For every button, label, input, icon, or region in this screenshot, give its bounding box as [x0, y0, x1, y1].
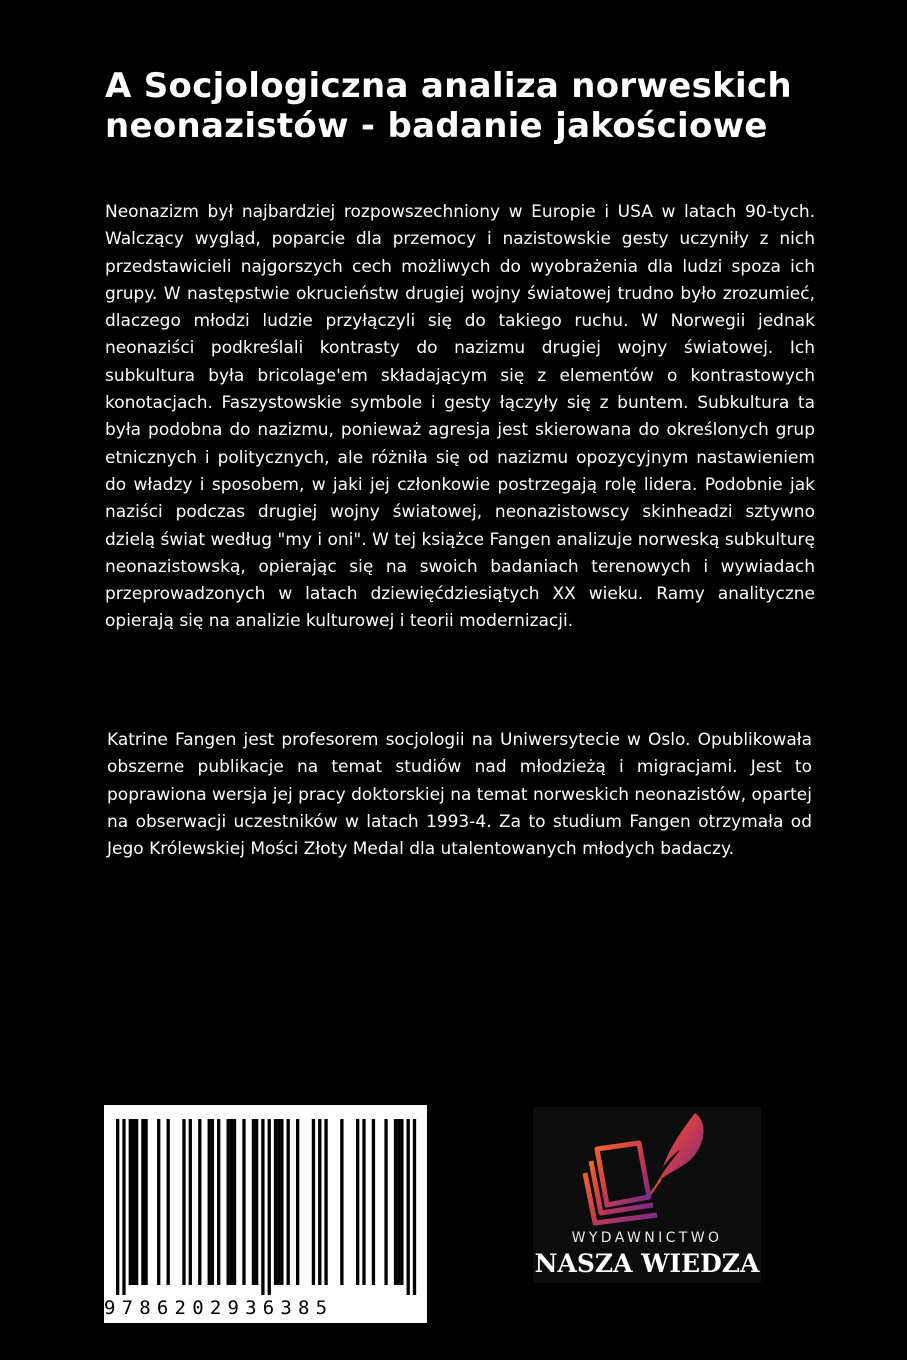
book-quill-icon [577, 1109, 717, 1227]
barcode-bar [208, 1119, 211, 1285]
book-title: A Socjologiczna analiza norweskich neonazistów - badanie jakościowe [105, 66, 792, 146]
barcode-bar [362, 1119, 365, 1285]
barcode-bar [129, 1119, 132, 1285]
barcode-bars [104, 1105, 427, 1297]
barcode-bar [141, 1119, 144, 1285]
publisher-logo [533, 1107, 761, 1283]
barcode-bar [384, 1119, 387, 1285]
barcode-bar [211, 1119, 214, 1285]
barcode-bar [397, 1119, 400, 1285]
barcode-bar [116, 1119, 119, 1295]
barcode-bar [252, 1119, 255, 1285]
isbn-digits: 9786202936385 [104, 1297, 334, 1319]
barcode-bar [287, 1119, 290, 1285]
barcode-bar [277, 1119, 280, 1285]
barcode-bar [242, 1119, 245, 1285]
barcode-bar [144, 1119, 147, 1285]
barcode-bar [261, 1119, 264, 1295]
barcode-bar [122, 1119, 125, 1295]
barcode-bar [227, 1119, 230, 1285]
publisher-label: WYDAWNICTWO [571, 1230, 723, 1246]
barcode-bar [400, 1119, 403, 1285]
barcode-bar [230, 1119, 233, 1285]
barcode-bar [157, 1119, 160, 1285]
barcode-bar [413, 1119, 416, 1295]
barcode-bar [217, 1119, 220, 1285]
book-blurb: Neonazizm był najbardziej rozpowszechniony w Europie i USA w latach 90-tych. Walczący wygląd, poparcie dla przemocy i nazistowskie gesty uczyniły z nich przedstawicieli najgorszych cech możliwych do wyobrażenia dla ludzi spoza ich grupy. W następstwie okrucieństw drugiej wojny światowej trudno było zrozumieć, dlaczego młodzi ludzie przyłączyli się do takiego ruchu. W Norwegii jednak neonaziści podkreślali kontrasty do nazizmu drugiej wojny światowej. Ich subkultura była bricolage'em składającym się z elementów o kontrastowych konotacjach. Faszystowskie symbole i gesty łączyły się z buntem. Subkultura ta była podobna do nazizmu, ponieważ agresja jest skierowana do określonych grup etnicznych i politycznych, ale różniła się od nazizmu opozycyjnym nastawieniem do władzy i sposobem, w jaki jej członkowie postrzegają rolę lidera. Podobnie jak naziści podczas drugiej wojny światowej, neonazistowscy skinheadzi sztywno dzielą świat według "my i oni". W tej książce Fangen analizuje norweską subkulturę neonazistowską, opierając się na swoich badaniach terenowych i wywiadach przeprowadzonych w latach dziewięćdziesiątych XX wieku. Ramy analityczne opierają się na analizie kulturowej i teorii modernizacji. [105, 202, 815, 632]
author-bio: Katrine Fangen jest profesorem socjologii na Uniwersytecie w Oslo. Opublikowała obszerne publikacje na temat studiów nad młodzieżą i migracjami. Jest to poprawiona wersja jej pracy doktorskiej na temat norweskich neonazistów, opartej na obserwacji uczestników w latach 1993-4. Za to studium Fangen otrzymała od Jego Królewskiej Mości Złoty Medal dla utalentowanych młodych badaczy. [107, 730, 812, 860]
barcode-bar [255, 1119, 258, 1285]
barcode-bar [280, 1119, 283, 1285]
isbn-barcode [104, 1105, 427, 1323]
barcode-bar [135, 1119, 138, 1285]
barcode-bar [198, 1119, 201, 1285]
barcode-bar [394, 1119, 397, 1285]
barcode-bar [182, 1119, 185, 1285]
publisher-name: NASZA WIEDZA [534, 1249, 760, 1278]
barcode-bar [132, 1119, 135, 1285]
barcode-bar [274, 1119, 277, 1285]
barcode-bar [296, 1119, 299, 1285]
barcode-bar [312, 1119, 315, 1285]
barcode-bar [233, 1119, 236, 1285]
barcode-bar [372, 1119, 375, 1285]
barcode-bar [356, 1119, 359, 1285]
barcode-bar [167, 1119, 170, 1285]
barcode-bar [268, 1119, 271, 1295]
barcode-bar [340, 1119, 343, 1285]
barcode-bar [189, 1119, 192, 1285]
barcode-bar [324, 1119, 327, 1285]
barcode-bar [407, 1119, 410, 1295]
barcode-bar [318, 1119, 321, 1285]
